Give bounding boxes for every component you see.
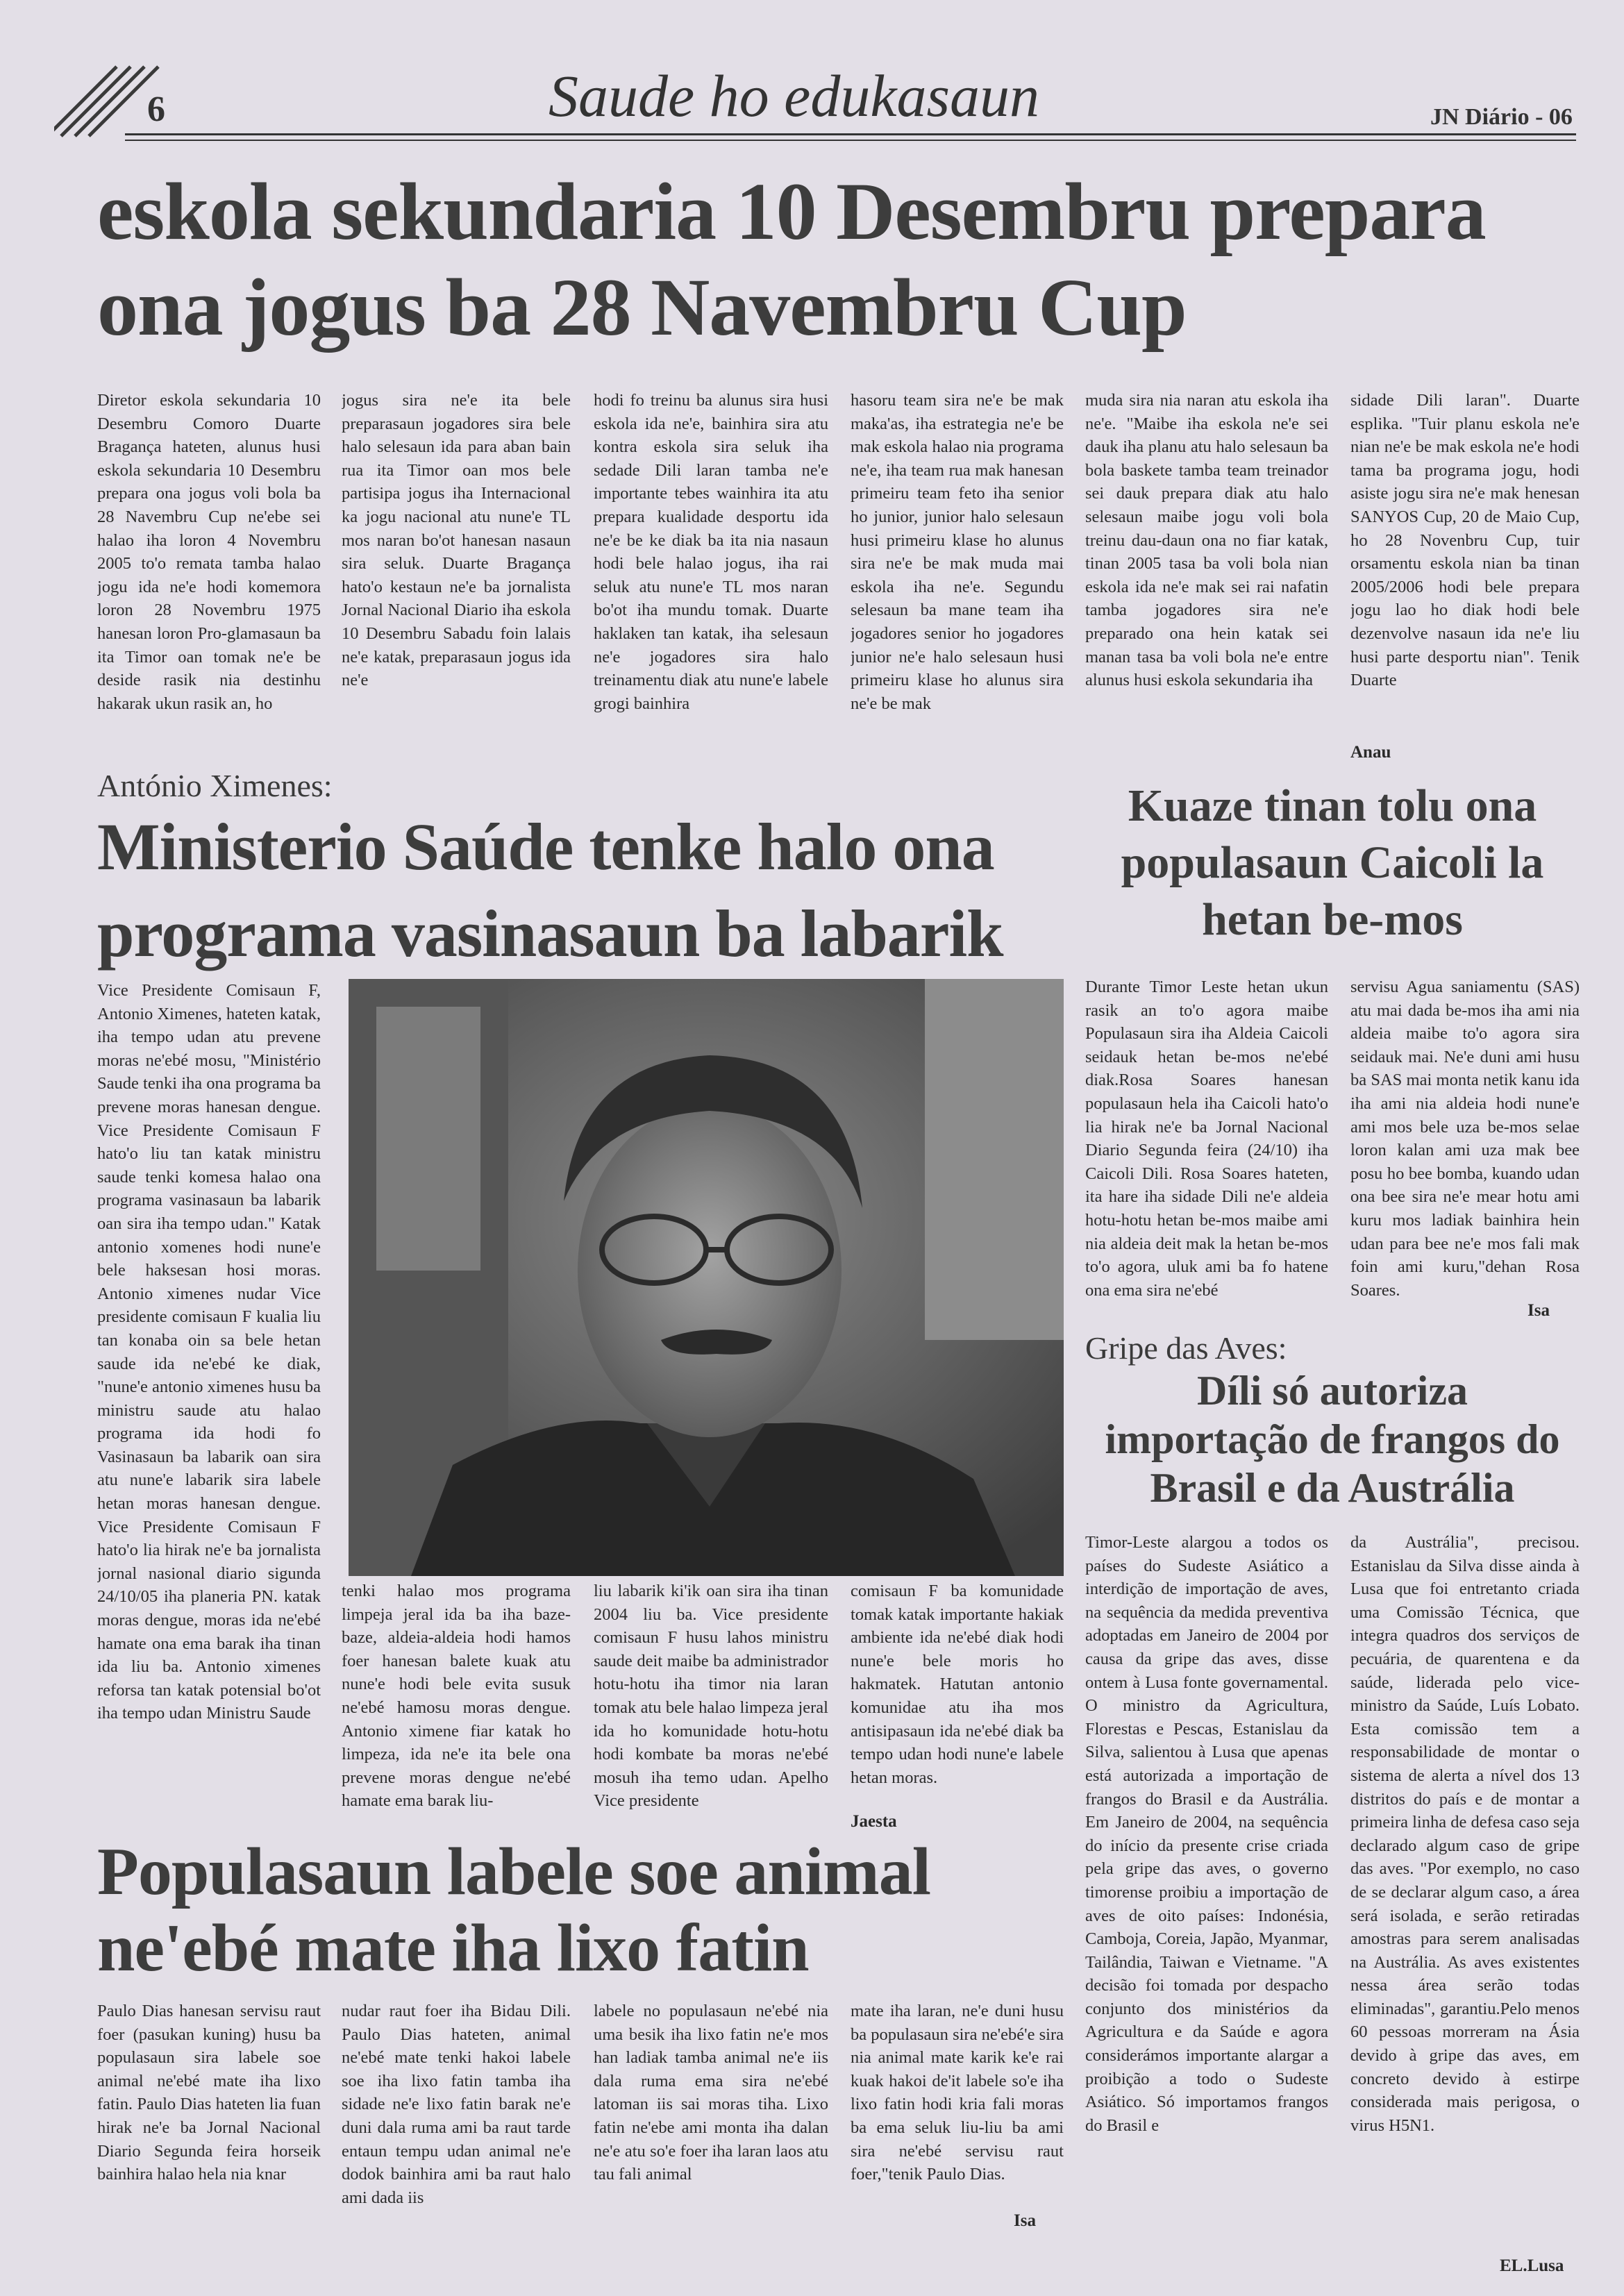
- masthead-rule: [125, 133, 1576, 135]
- article-column: da Austrália", precisou. Estanislau da Silva disse ainda à Lusa que foi entretanto criada uma Comissão Técnica, que integra quadros dos serviços de pecuária, de quarentena e da saúde, liderada pelo vice-ministro da Saúde, Luís Lobato. Esta comissão tem a responsabilidade de montar o sistema de alerta a nível dos 13 distritos do país e de montar a primeira linha de defesa caso seja declarado algum caso de gripe das aves. "Por exemplo, no caso de se declarar algum caso, a área será isolada, e serão retiradas amostras para serem analisadas na Austrália. As aves existentes nessa área serão todas eliminadas", garantiu.Pelo menos 60 pessoas morreram na Ásia devido à gripe das aves, em concreto devido à estirpe considerada mais perigosa, o virus H5N1.: [1350, 1533, 1580, 2135]
- headline: [1085, 778, 1580, 948]
- section-title: Saude ho edukasaun: [549, 62, 1039, 129]
- article-column: labele no populasaun ne'ebé nia uma besik iha lixo fatin ne'e mos han ladiak tamba animal ne'e iis dala ruma ema sira ne'ebé latoman iis sai moras tiha. Lixo fatin ne'ebe ami monta iha dalan ne'e atu so'e foer iha laran laos atu tau fali animal: [594, 2002, 828, 2184]
- article-column: Paulo Dias hanesan servisu raut foer (pasukan kuning) husu ba populasaun sira labele soe animal ne'ebé mate iha lixo fatin. Paulo Dias hateten lia fuan hirak ne'e ba Jornal Nacional Diario Segunda feira horseik bainhira halao hela nia knar: [97, 2002, 321, 2184]
- article-signature: EL.Lusa: [1500, 2256, 1564, 2275]
- article-column: muda sira nia naran atu eskola iha ne'e. "Maibe iha eskola ne'e sei dauk iha planu atu halo selesaun ba bola baskete tamba team treinador sei dauk prepara diak atu halo selesaun maibe jogu voli bola treinu dau-daun ona no fiar katak, tinan 2005 tasa ba voli bola nian eskola ida ne'e mak sei rai nafatin tamba jogadores sira ne'e preparado ona hein katak sei manan tasa ba voli bola ne'e entre alunus husi eskola sekundaria iha: [1085, 391, 1328, 690]
- headline-line-2: importação de frangos do: [1105, 1416, 1560, 1462]
- article-column: sidade Dili laran". Duarte esplika. "Tuir planu eskola ne'e nian ne'e be mak eskola ne'e hodi tama ba programa jogu, hodi asiste jogu sira ne'e mak henesan SANYOS Cup, 20 de Maio Cup, ho 28 Novenbru Cup, tuir orsamentu eskola nian ba tinan 2005/2006 hodi bele prepara jogu lao ho diak hodi bele dezenvolve nasaun ida ne'e liu husi parte desportu nian". Tenik Duarte: [1350, 391, 1580, 690]
- publication-name: JN Diário - 06: [1430, 104, 1573, 130]
- headline-line-3: hetan be-mos: [1202, 894, 1463, 945]
- headline-line-2: programa vasinasaun ba labarik: [97, 896, 1003, 971]
- headline-line-2: ona jogus ba 28 Navembru Cup: [97, 262, 1187, 353]
- headline-line-3: Brasil e da Austrália: [1150, 1465, 1515, 1511]
- kicker: António Ximenes:: [97, 768, 333, 803]
- article-column: mate iha laran, ne'e duni husu ba populasaun sira ne'ebé'e sira nia animal mate karik ke'e rai kuak hakoi de'it labele so'e iha lixo fatin hodi kria fali moras ba ema seluk liu-liu ba ami sira ne'ebé servisu raut foer,"tenik Paulo Dias.: [851, 2002, 1064, 2184]
- portrait-photo-icon: [349, 979, 1064, 1576]
- article-column: tenki halao mos programa limpeja jeral ida ba iha baze-baze, aldeia-aldeia hodi hamos foer hanesan balete kuak atu nune'e hodi bele evita susuk ne'ebé hamosu moras dengue. Antonio ximene fiar katak ho limpeza, ida ne'e ita bele ona prevene moras dengue ne'ebé hamate ema barak liu-: [342, 1582, 571, 1811]
- article-signature: Anau: [1350, 743, 1391, 762]
- article-column: Timor-Leste alargou a todos os países do Sudeste Asiático a interdição de importação de aves, na sequência da medida preventiva adoptadas em Janeiro de 2004 por causa da gripe das aves, disse ontem à Lusa fonte governamental. O ministro da Agricultura, Florestas e Pescas, Estanislau da Silva, salientou à Lusa que apenas está autorizada a importação de frangos do Brasil e da Austrália. Em Janeiro de 2004, na sequência do início da presente crise criada pela gripe das aves, o governo timorense proibiu a importação de aves de oito países: Indonésia, Camboja, Coreia, Japão, Myanmar, Tailândia, Taiwan e Vietname. "A decisão foi tomada por despacho conjunto dos ministérios da Agricultura e da Saúde e agora considerámos importante alargar a proibição a todo o Sudeste Asiático. Só importamos frangos do Brasil e: [1085, 1533, 1328, 2135]
- article-column: liu labarik ki'ik oan sira iha tinan 2004 liu ba. Vice presidente comisaun F husu lahos ministru saude deit maibe ba administrador hotu-hotu iha timor nia laran tomak atu bele halao limpeza jeral ida ho komunidade hotu-hotu hodi kombate ba moras ne'ebé mosuh iha temo udan. Apelho Vice presidente: [594, 1582, 828, 1811]
- article-column: hodi fo treinu ba alunus sira husi eskola ida ne'e, bainhira sira atu kontra eskola sira seluk iha sedade Dili laran tamba ne'e importante tebes wainhira ita atu prepara kualidade desportu ida ne'e be ke diak ba ita nia nasaun hodi bele halao jogus, iha rai seluk atu nune'e TL mos naran bo'ot iha mundu tomak. Duarte haklaken tan katak, iha selesaun ne'e jogadores sira halo treinamentu diak atu nune'e labele grogi bainhira: [594, 391, 828, 713]
- portrait-photo: [349, 979, 1064, 1576]
- article-signature: Jaesta: [851, 1812, 897, 1831]
- headline-line-1: Populasaun labele soe animal: [97, 1834, 930, 1909]
- article-column: servisu Agua saniamentu (SAS) atu mai dada be-mos iha ami nia aldeia maibe to'o agora sira seidauk mai. Ne'e duni ami husu ba SAS mai monta netik kanu ida iha ami nia aldeia hodi nune'e ami mos bele uza be-mos selae loron kalan ami uza mak bee posu ho bee bomba, kuando udan ona bee sira ne'e mear hotu ami kuru mos ladiak bainhira hein udan para bee ne'e mos fali mak foin ami kuru,"dehan Rosa Soares.: [1350, 978, 1580, 1300]
- headline-line-1: eskola sekundaria 10 Desembru prepara: [97, 166, 1486, 257]
- kicker: Gripe das Aves:: [1085, 1330, 1287, 1366]
- article-column: hasoru team sira ne'e be mak maka'as, iha estrategia ne'e be mak eskola halao nia programa ne'e, iha team rua mak hanesan primeiru team feto iha senior ho junior, junior halo selesaun husi primeiru klase ho alunus sira ne'e be mak muda mai eskola iha ne'e. Segundu selesaun ba mane team iha jogadores senior ho jogadores junior ne'e halo selesaun husi primeiru klase ho alunus sira ne'e be mak: [851, 391, 1064, 713]
- article-column: jogus sira ne'e ita bele preparasaun jogadores sira bele halo selesaun ida para aban bain rua ita Timor oan mos bele partisipa jogus iha Internacional ka jogu nacional atu nune'e TL mos naran bo'ot hanesan nasaun sira seluk. Duarte Bragança hato'o kestaun ne'e ba jornalista Jornal Nacional Diario iha eskola 10 Desembru Sabadu foin lalais ne'e katak, preparasaun jogus ida ne'e: [342, 391, 571, 690]
- article-column: nudar raut foer iha Bidau Dili. Paulo Dias hateten, animal ne'ebé mate tenki hakoi labele soe iha lixo fatin tamba iha sidade ne'e lixo fatin barak ne'e duni dala ruma ami ba raut tarde entaun tempu udan animal ne'e dodok bainhira ami ba raut halo ami dada iis: [342, 2002, 571, 2207]
- headline-line-1: Kuaze tinan tolu ona: [1128, 780, 1537, 831]
- article-column: Vice Presidente Comisaun F, Antonio Ximenes, hateten katak, iha tempo udan atu prevene moras ne'ebé mosu, "Ministério Saude tenki iha ona programa ba prevene moras hanesan dengue. Vice Presidente Comisaun F hato'o liu tan katak ministru saude tenki komesa halao ona programa vasinasaun ba labarik oan sira iha tempo udan." Katak antonio xomenes hodi nune'e bele haksesan hosi moras. Antonio ximenes nudar Vice presidente comisaun F kualia liu tan konaba oin sa bele hetan saude ida ne'ebé ke diak, "nune'e antonio ximenes husu ba ministru saude atu halao programa ida hodi fo Vasinasaun ba labarik oan sira atu nune'e labarik sira labele hetan moras hanesan dengue. Vice Presidente Comisaun F hato'o lia hirak ne'e ba jornalista jornal nasional diario sigunda 24/10/05 iha planeria PN. katak moras dengue, moras ida ne'ebé hamate ona ema barak iha tinan ida liu ba. Antonio ximenes reforsa tan katak potensial bo'ot iha tempo udan Ministru Saude: [97, 981, 321, 1723]
- headline-line-1: Díli só autoriza: [1197, 1368, 1468, 1414]
- article-column: comisaun F ba komunidade tomak katak importante hakiak ambiente ida ne'ebé diak hodi nune'e bele moris ho hakmatek. Hatutan antonio komunidae atu iha mos antisipasaun ida ne'ebé diak ba tempo udan hodi nune'e labele hetan moras.: [851, 1582, 1064, 1787]
- headline: [1085, 1366, 1580, 1512]
- masthead-rule-thin: [125, 140, 1576, 141]
- article-signature: Isa: [1527, 1301, 1550, 1320]
- article-signature: Isa: [1014, 2211, 1036, 2230]
- headline-line-2: populasaun Caicoli la: [1121, 837, 1544, 888]
- article-column: Diretor eskola sekundaria 10 Desembru Comoro Duarte Bragança hateten, alunus husi eskola sekundaria 10 Desembru prepara ona jogus voli bola ba 28 Navembru Cup ne'ebe sei halao iha loron 4 Novembru 2005 to'o remata tamba halao jogu ida ne'e hodi komemora loron 28 Novembru 1975 hanesan loron Pro-glamasaun ba ita Timor oan tomak ne'e be deside rasik nia destinhu hakarak ukun rasik an, ho: [97, 391, 321, 713]
- headline-line-1: Ministerio Saúde tenke halo ona: [97, 810, 994, 884]
- headline-line-2: ne'ebé mate iha lixo fatin: [97, 1911, 809, 1986]
- page-number: 6: [147, 90, 165, 129]
- article-column: Durante Timor Leste hetan ukun rasik an to'o agora maibe Populasaun sira iha Aldeia Caicoli seidauk hetan be-mos ne'ebé diak.Rosa Soares hanesan populasaun hela iha Caicoli hato'o lia hirak ne'e ba Jornal Nacional Diario Segunda feira (24/10) iha Caicoli Dili. Rosa Soares hateten, ita hare iha sidade Dili ne'e aldeia hotu-hotu hetan be-mos maibe ami nia aldeia deit mak la hetan be-mos to'o agora, uluk ami ba fo hatene ona ema sira ne'ebé: [1085, 978, 1328, 1300]
